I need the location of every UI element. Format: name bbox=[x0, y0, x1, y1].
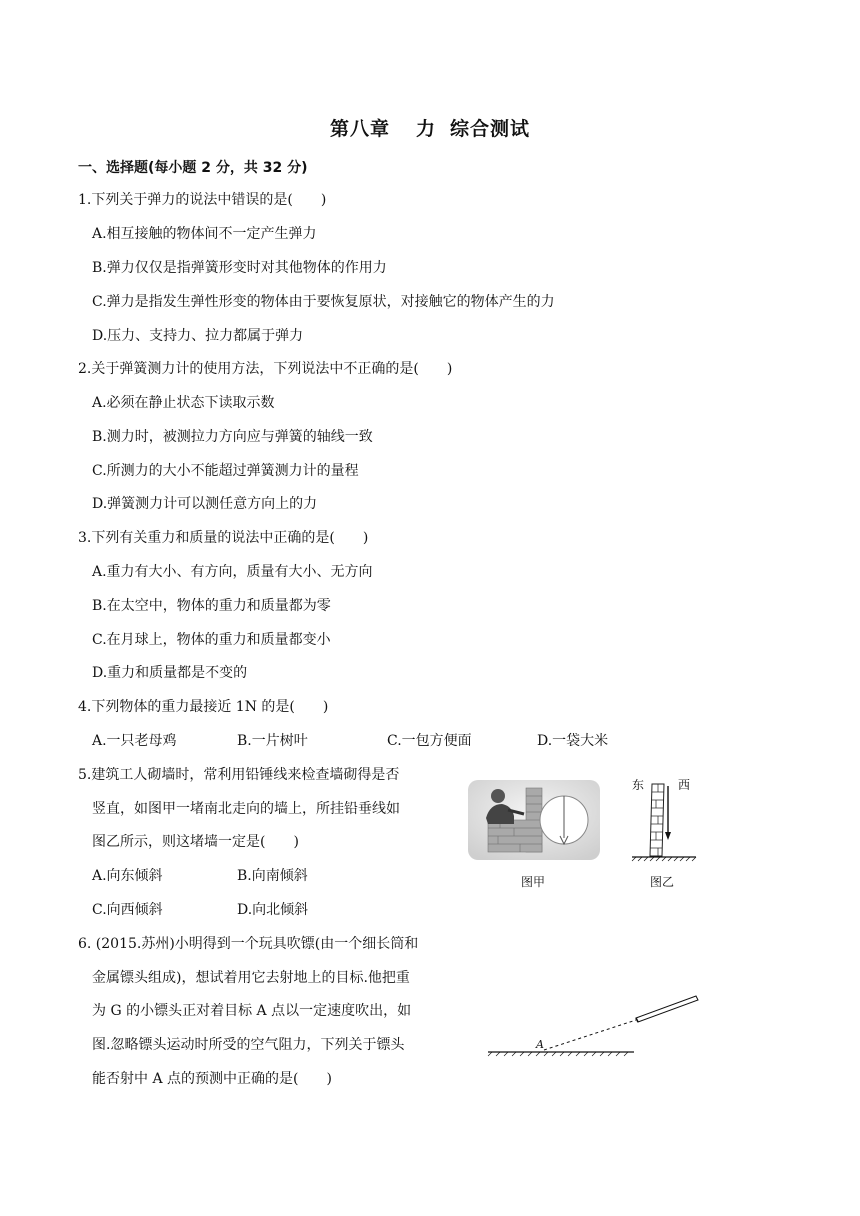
q3-option-a: A.重力有大小、有方向，质量有大小、无方向 bbox=[92, 564, 373, 580]
q5-stem-line1: 5.建筑工人砌墙时，常利用铅锤线来检查墙砌得是否 bbox=[78, 767, 400, 783]
q3-option-d: D.重力和质量都是不变的 bbox=[92, 665, 248, 681]
q5-option-c: C.向西倾斜 bbox=[92, 902, 163, 918]
section-heading: 一、选择题(每小题 2 分，共 32 分) bbox=[78, 160, 308, 176]
q6-stem-line4: 图.忽略镖头运动时所受的空气阻力，下列关于镖头 bbox=[92, 1037, 405, 1053]
label-east: 东 bbox=[632, 778, 645, 792]
q6-stem-line3: 为 G 的小镖头正对着目标 A 点以一定速度吹出，如 bbox=[92, 1003, 412, 1019]
figure-blow-dart bbox=[486, 992, 700, 1062]
q1-option-a: A.相互接触的物体间不一定产生弹力 bbox=[92, 226, 317, 242]
q4-stem: 4.下列物体的重力最接近 1N 的是( ) bbox=[78, 699, 329, 715]
label-west: 西 bbox=[678, 778, 691, 792]
q5-option-a: A.向东倾斜 bbox=[92, 868, 163, 884]
q5-stem-line2: 竖直，如图甲一堵南北走向的墙上，所挂铅垂线如 bbox=[92, 801, 400, 817]
q1-option-c: C.弹力是指发生弹性形变的物体由于要恢复原状，对接触它的物体产生的力 bbox=[92, 294, 555, 310]
page-title bbox=[0, 114, 860, 141]
q1-stem: 1.下列关于弹力的说法中错误的是( ) bbox=[78, 192, 327, 208]
q2-option-d: D.弹簧测力计可以测任意方向上的力 bbox=[92, 496, 318, 512]
q2-option-a: A.必须在静止状态下读取示数 bbox=[92, 395, 275, 411]
q3-stem: 3.下列有关重力和质量的说法中正确的是( ) bbox=[78, 530, 369, 546]
title-topic: 力 bbox=[415, 118, 436, 140]
q4-option-c: C.一包方便面 bbox=[387, 733, 472, 749]
q6-stem-line5: 能否射中 A 点的预测中正确的是( ) bbox=[92, 1071, 332, 1087]
q1-option-b: B.弹力仅仅是指弹簧形变时对其他物体的作用力 bbox=[92, 260, 387, 276]
title-chapter: 第八章 bbox=[329, 118, 390, 140]
q1-option-d: D.压力、支持力、拉力都属于弹力 bbox=[92, 328, 304, 344]
q5-stem-line3: 图乙所示，则这堵墙一定是( ) bbox=[92, 834, 299, 850]
q5-option-b: B.向南倾斜 bbox=[237, 868, 308, 884]
q6-stem-line1: 6. (2015.苏州)小明得到一个玩具吹镖(由一个细长筒和 bbox=[78, 936, 419, 952]
q4-option-a: A.一只老母鸡 bbox=[92, 733, 177, 749]
q4-option-b: B.一片树叶 bbox=[237, 733, 308, 749]
q4-option-d: D.一袋大米 bbox=[537, 733, 609, 749]
q2-option-c: C.所测力的大小不能超过弹簧测力计的量程 bbox=[92, 463, 359, 479]
point-a-label: A bbox=[536, 1038, 544, 1051]
q2-stem: 2.关于弹簧测力计的使用方法，下列说法中不正确的是( ) bbox=[78, 361, 453, 377]
figure-worker-plumb-line bbox=[468, 780, 600, 860]
figure-a-label: 图甲 bbox=[521, 875, 546, 889]
q2-option-b: B.测力时，被测拉力方向应与弹簧的轴线一致 bbox=[92, 429, 373, 445]
figure-b-label: 图乙 bbox=[650, 875, 675, 889]
q5-option-d: D.向北倾斜 bbox=[237, 902, 309, 918]
q6-stem-line2: 金属镖头组成)，想试着用它去射地上的目标.他把重 bbox=[92, 970, 410, 986]
q3-option-c: C.在月球上，物体的重力和质量都变小 bbox=[92, 632, 331, 648]
title-test: 综合测试 bbox=[450, 118, 531, 140]
q3-option-b: B.在太空中，物体的重力和质量都为零 bbox=[92, 598, 331, 614]
